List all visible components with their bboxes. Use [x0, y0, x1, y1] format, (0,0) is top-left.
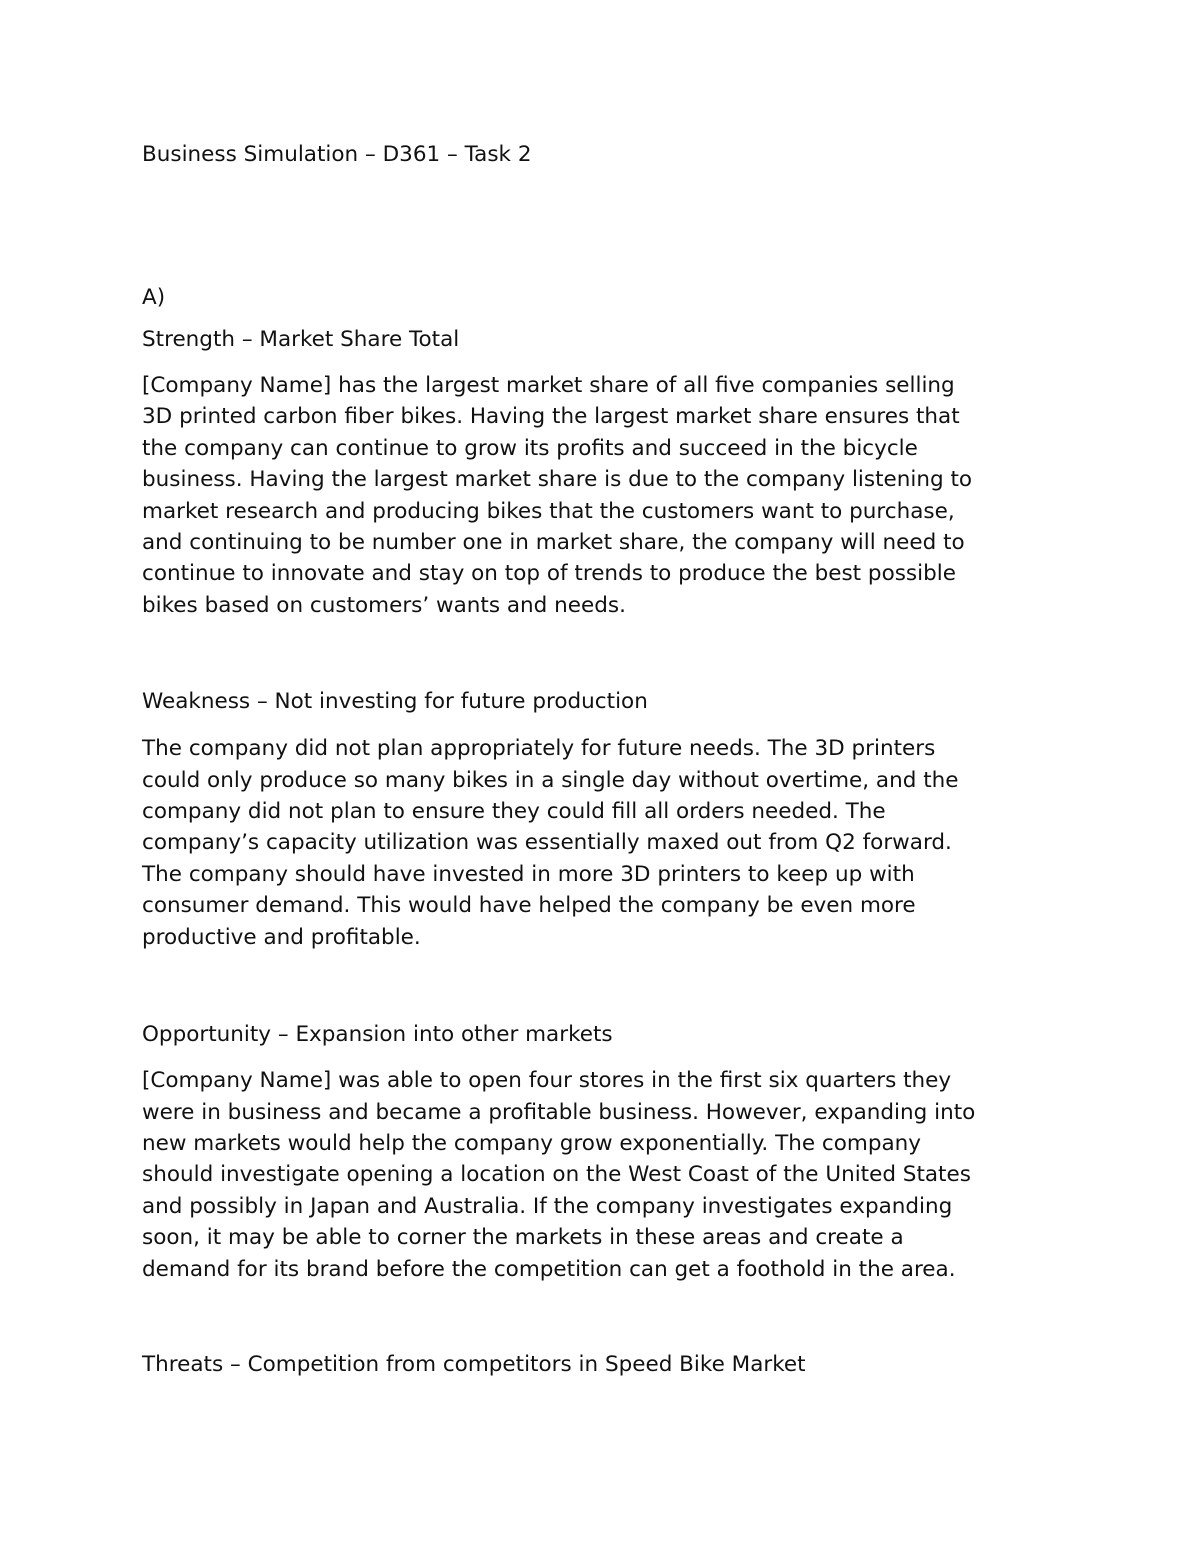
paragraph-line: The company did not plan appropriately for future needs. The 3D printers — [142, 736, 936, 762]
paragraph-line: could only produce so many bikes in a single day without overtime, and the — [142, 767, 959, 793]
paragraph-line: soon, it may be able to corner the markets in these areas and create a — [142, 1225, 904, 1251]
paragraph-line: were in business and became a profitable business. However, expanding into — [142, 1099, 976, 1125]
paragraph-line: bikes based on customers’ wants and needs. — [142, 592, 626, 618]
strength-paragraph — [142, 370, 1062, 621]
paragraph-line: demand for its brand before the competition can get a foothold in the area. — [142, 1256, 956, 1282]
opportunity-paragraph — [142, 1065, 1062, 1285]
section-label: A) — [142, 285, 166, 310]
paragraph-line: [Company Name] was able to open four stores in the first six quarters they — [142, 1068, 952, 1094]
paragraph-line: and continuing to be number one in market share, the company will need to — [142, 530, 965, 556]
paragraph-line: [Company Name] has the largest market share of all five companies selling — [142, 373, 955, 398]
paragraph-line: the company can continue to grow its profits and succeed in the bicycle — [142, 435, 918, 461]
strength-heading: Strength – Market Share Total — [142, 327, 460, 352]
paragraph-line: company did not plan to ensure they could fill all orders needed. The — [142, 799, 886, 825]
paragraph-line: market research and producing bikes that the customers want to purchase, — [142, 498, 955, 524]
weakness-heading: Weakness – Not investing for future production — [142, 689, 648, 715]
opportunity-heading: Opportunity – Expansion into other markets — [142, 1022, 613, 1048]
paragraph-line: business. Having the largest market share is due to the company listening to — [142, 467, 973, 493]
document-title: Business Simulation – D361 – Task 2 — [142, 142, 532, 167]
paragraph-line: and possibly in Japan and Australia. If the company investigates expanding — [142, 1193, 953, 1219]
paragraph-line: continue to innovate and stay on top of trends to produce the best possible — [142, 561, 956, 587]
paragraph-line: should investigate opening a location on the West Coast of the United States — [142, 1162, 971, 1188]
weakness-paragraph — [142, 733, 1062, 953]
paragraph-line: consumer demand. This would have helped the company be even more — [142, 893, 916, 919]
document-page — [142, 139, 1062, 1381]
paragraph-line: 3D printed carbon fiber bikes. Having the largest market share ensures that — [142, 404, 960, 430]
paragraph-line: company’s capacity utilization was essentially maxed out from Q2 forward. — [142, 830, 952, 856]
paragraph-line: new markets would help the company grow exponentially. The company — [142, 1130, 921, 1156]
threats-heading: Threats – Competition from competitors in Speed Bike Market — [142, 1351, 806, 1377]
paragraph-line: The company should have invested in more 3D printers to keep up with — [142, 861, 915, 887]
paragraph-line: productive and profitable. — [142, 924, 421, 950]
